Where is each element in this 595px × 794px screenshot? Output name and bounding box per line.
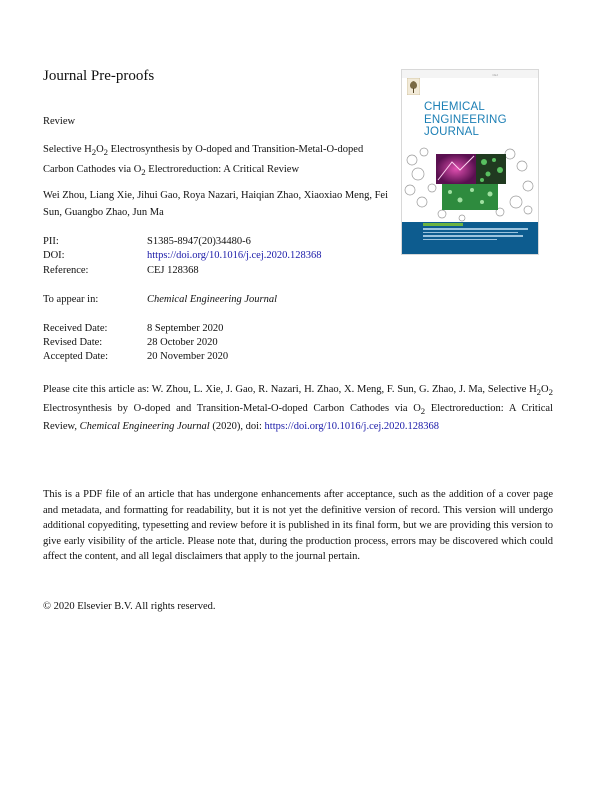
received-date-label: Received Date: bbox=[43, 323, 108, 334]
journal-preproof-header: Journal Pre-proofs bbox=[43, 68, 155, 84]
received-date: 8 September 2020 bbox=[147, 323, 224, 334]
reference-value: CEJ 128368 bbox=[147, 265, 199, 276]
copyright-line: © 2020 Elsevier B.V. All rights reserved. bbox=[43, 601, 216, 612]
citation-paragraph: Please cite this article as: W. Zhou, L. Xie, J. Gao, R. Nazari, H. Zhao, X. Meng, F. Sun, G. Zhao, J. Ma, Selective $H_2O_2$ Electrosynthesis by O-doped and Transition-Metal-O-doped Carbon Cathodes via $O_2$ Electroreduction: A Critical Review, Chemical Engineering Journal (2020), doi: https://doi.org/10.1016/j.cej.2020.128368 bbox=[43, 384, 553, 433]
accepted-date-label: Accepted Date: bbox=[43, 351, 109, 362]
doi-link[interactable]: https://doi.org/10.1016/j.cej.2020.128368 bbox=[147, 250, 322, 261]
citation-doi-link[interactable]: https://doi.org/10.1016/j.cej.2020.128368 bbox=[264, 421, 440, 433]
cover-code: CEJ bbox=[492, 73, 498, 77]
cover-title-line: JOURNAL bbox=[424, 126, 480, 138]
cover-artwork bbox=[402, 140, 538, 222]
preproof-notice: This is a PDF file of an article that has undergone enhancements after acceptance, such as the addition of a cover page and metadata, and formatting for readability, but it is not yet the definitive version of record. This version will undergo additional copyediting, typesetting and review before it is published in its final form, but we are providing this version to give early visibility of the article. Please note that, during the production process, errors may be discovered which could affect the content, and all legal disclaimers that apply to the journal pertain. bbox=[43, 489, 553, 562]
appear-in-label: To appear in: bbox=[43, 294, 99, 305]
revised-date-label: Revised Date: bbox=[43, 337, 103, 348]
cover-accent-strip bbox=[423, 223, 463, 226]
citation-journal: Chemical Engineering Journal bbox=[79, 421, 210, 433]
journal-name: Chemical Engineering Journal bbox=[147, 294, 278, 305]
pii-value: S1385-8947(20)34480-6 bbox=[147, 236, 251, 247]
article-type: Review bbox=[43, 116, 76, 127]
article-title: Selective $H_2O_2$ Electrosynthesis by O-doped and Transition-Metal-O-doped Carbon Cathodes via $O_2$ Electroreduction: A Critical Review bbox=[43, 144, 364, 178]
accepted-date: 20 November 2020 bbox=[147, 351, 229, 362]
elsevier-tree-logo-icon bbox=[407, 78, 420, 95]
cover-title bbox=[424, 101, 534, 139]
cover-title-line: ENGINEERING bbox=[424, 113, 507, 126]
author-list: Wei Zhou, Liang Xie, Jihui Gao, Roya Nazari, Haiqian Zhao, Xiaoxiao Meng, Fei Sun, Guangbo Zhao, Jun Ma bbox=[43, 190, 388, 218]
revised-date: 28 October 2020 bbox=[147, 337, 218, 348]
reference-label: Reference: bbox=[43, 265, 89, 276]
doi-label: DOI: bbox=[43, 250, 65, 261]
cover-top-strip bbox=[402, 70, 538, 78]
pii-label: PII: bbox=[43, 236, 59, 247]
cover-title-line: CHEMICAL bbox=[424, 101, 486, 113]
journal-cover-image bbox=[401, 69, 539, 255]
cover-text-lines bbox=[423, 228, 528, 242]
